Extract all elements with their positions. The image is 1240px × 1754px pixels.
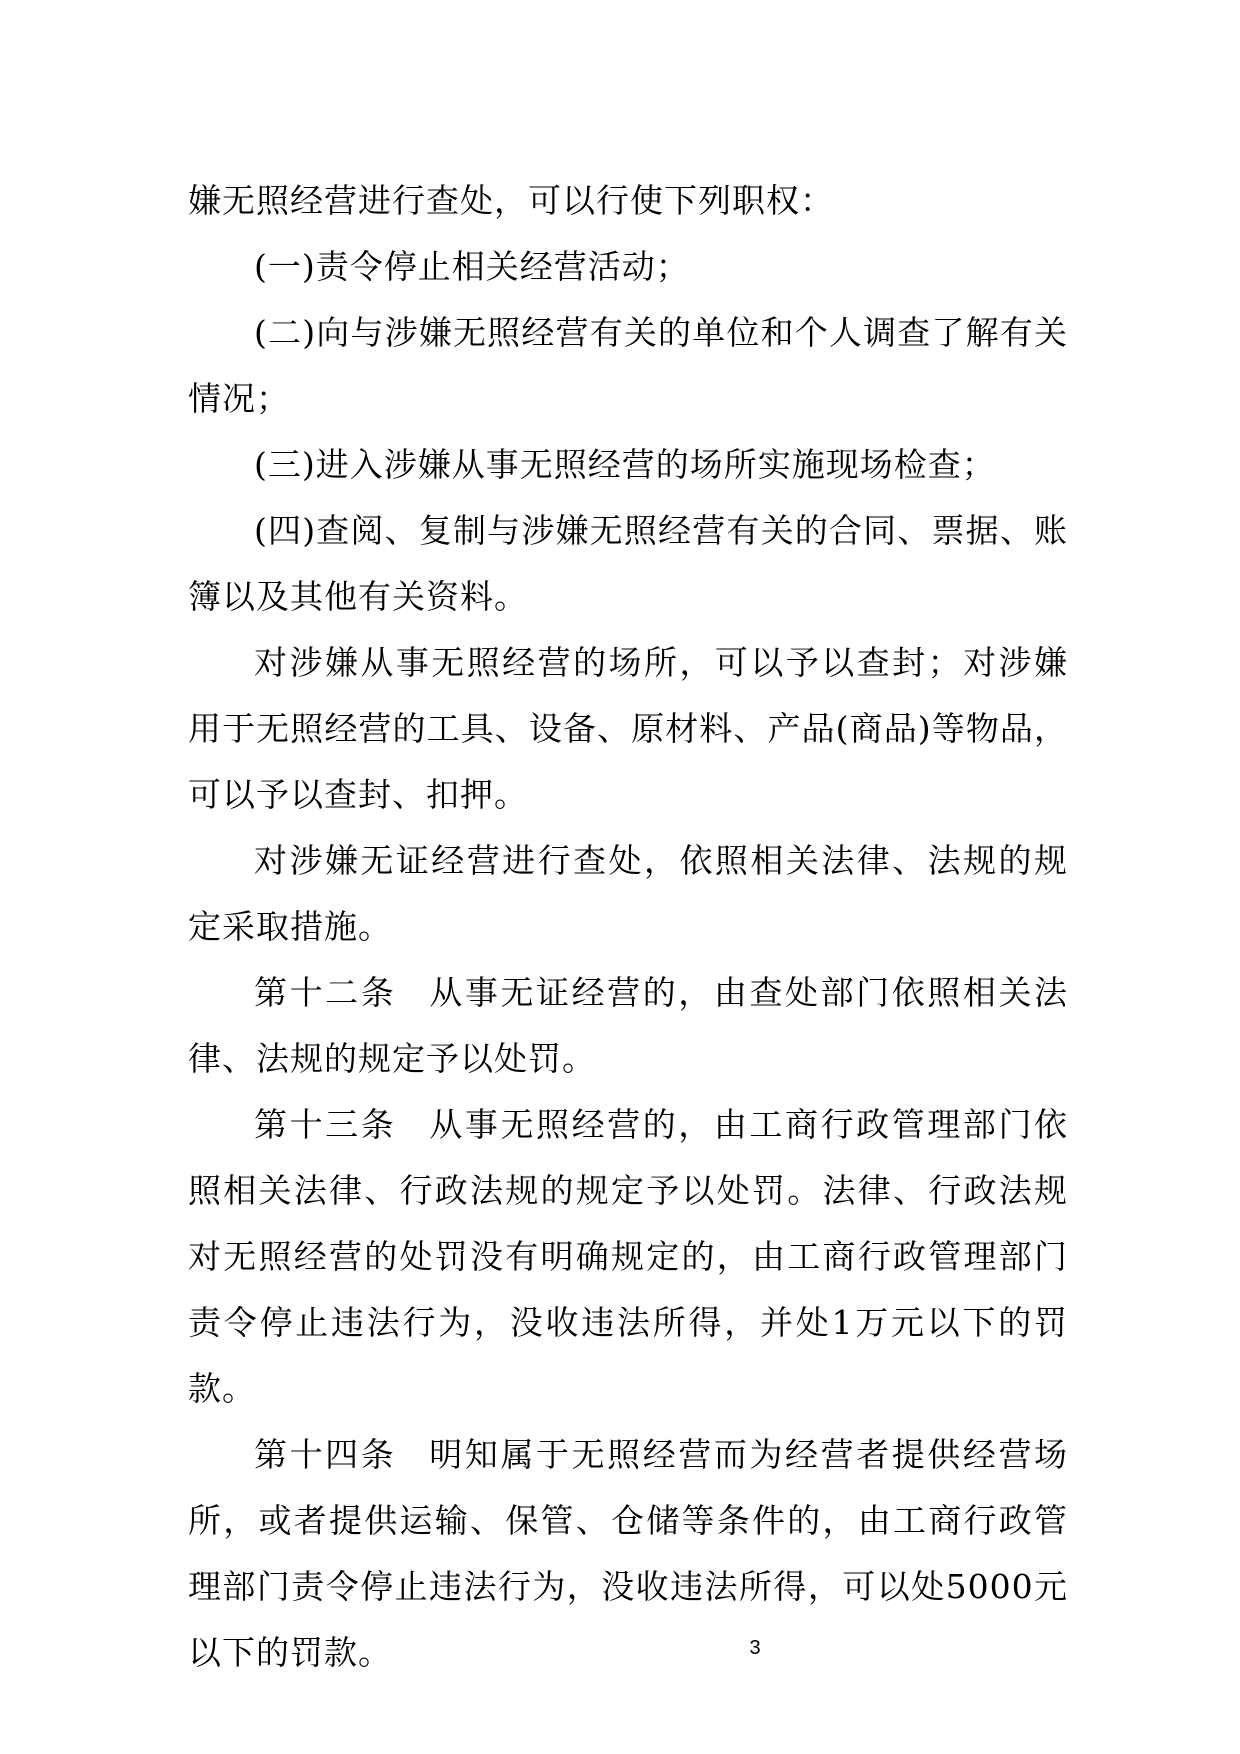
- page-number: 3: [749, 1637, 761, 1659]
- article-14-number: 第十四条: [254, 1435, 397, 1474]
- continuation-paragraph: 嫌无照经营进行查处，可以行使下列职权：: [188, 181, 834, 220]
- power-item-3: (三)进入涉嫌从事无照经营的场所实施现场检查；: [254, 445, 996, 484]
- license-measures-paragraph: 对涉嫌无证经营进行查处，依照相关法律、法规的规定采取措施。: [188, 841, 1068, 946]
- article-12: [188, 960, 1068, 1092]
- article-13: [188, 1092, 1068, 1422]
- power-item-4: (四)查阅、复制与涉嫌无照经营有关的合同、票据、账簿以及其他有关资料。: [188, 511, 1068, 616]
- article-12-number: 第十二条: [254, 973, 397, 1012]
- seal-paragraph: 对涉嫌从事无照经营的场所，可以予以查封；对涉嫌用于无照经营的工具、设备、原材料、产品(商品)等物品，可以予以查封、扣押。: [188, 643, 1068, 814]
- power-item-2: (二)向与涉嫌无照经营有关的单位和个人调查了解有关情况；: [188, 313, 1068, 418]
- article-14-text: 明知属于无照经营而为经营者提供经营场所，或者提供运输、保管、仓储等条件的，由工商行政管理部门责令停止违法行为，没收违法所得，可以处5000元以下的罚款。: [188, 1435, 1069, 1672]
- power-item-1: (一)责令停止相关经营活动；: [254, 247, 690, 286]
- article-12-text: 从事无证经营的，由查处部门依照相关法律、法规的规定予以处罚。: [188, 973, 1069, 1078]
- article-13-text: 从事无照经营的，由工商行政管理部门依照相关法律、行政法规的规定予以处罚。法律、行政法规对无照经营的处罚没有明确规定的，由工商行政管理部门责令停止违法行为，没收违法所得，并处1万元以下的罚款。: [188, 1105, 1069, 1408]
- article-13-number: 第十三条: [254, 1105, 397, 1144]
- document-body: [188, 168, 1068, 1686]
